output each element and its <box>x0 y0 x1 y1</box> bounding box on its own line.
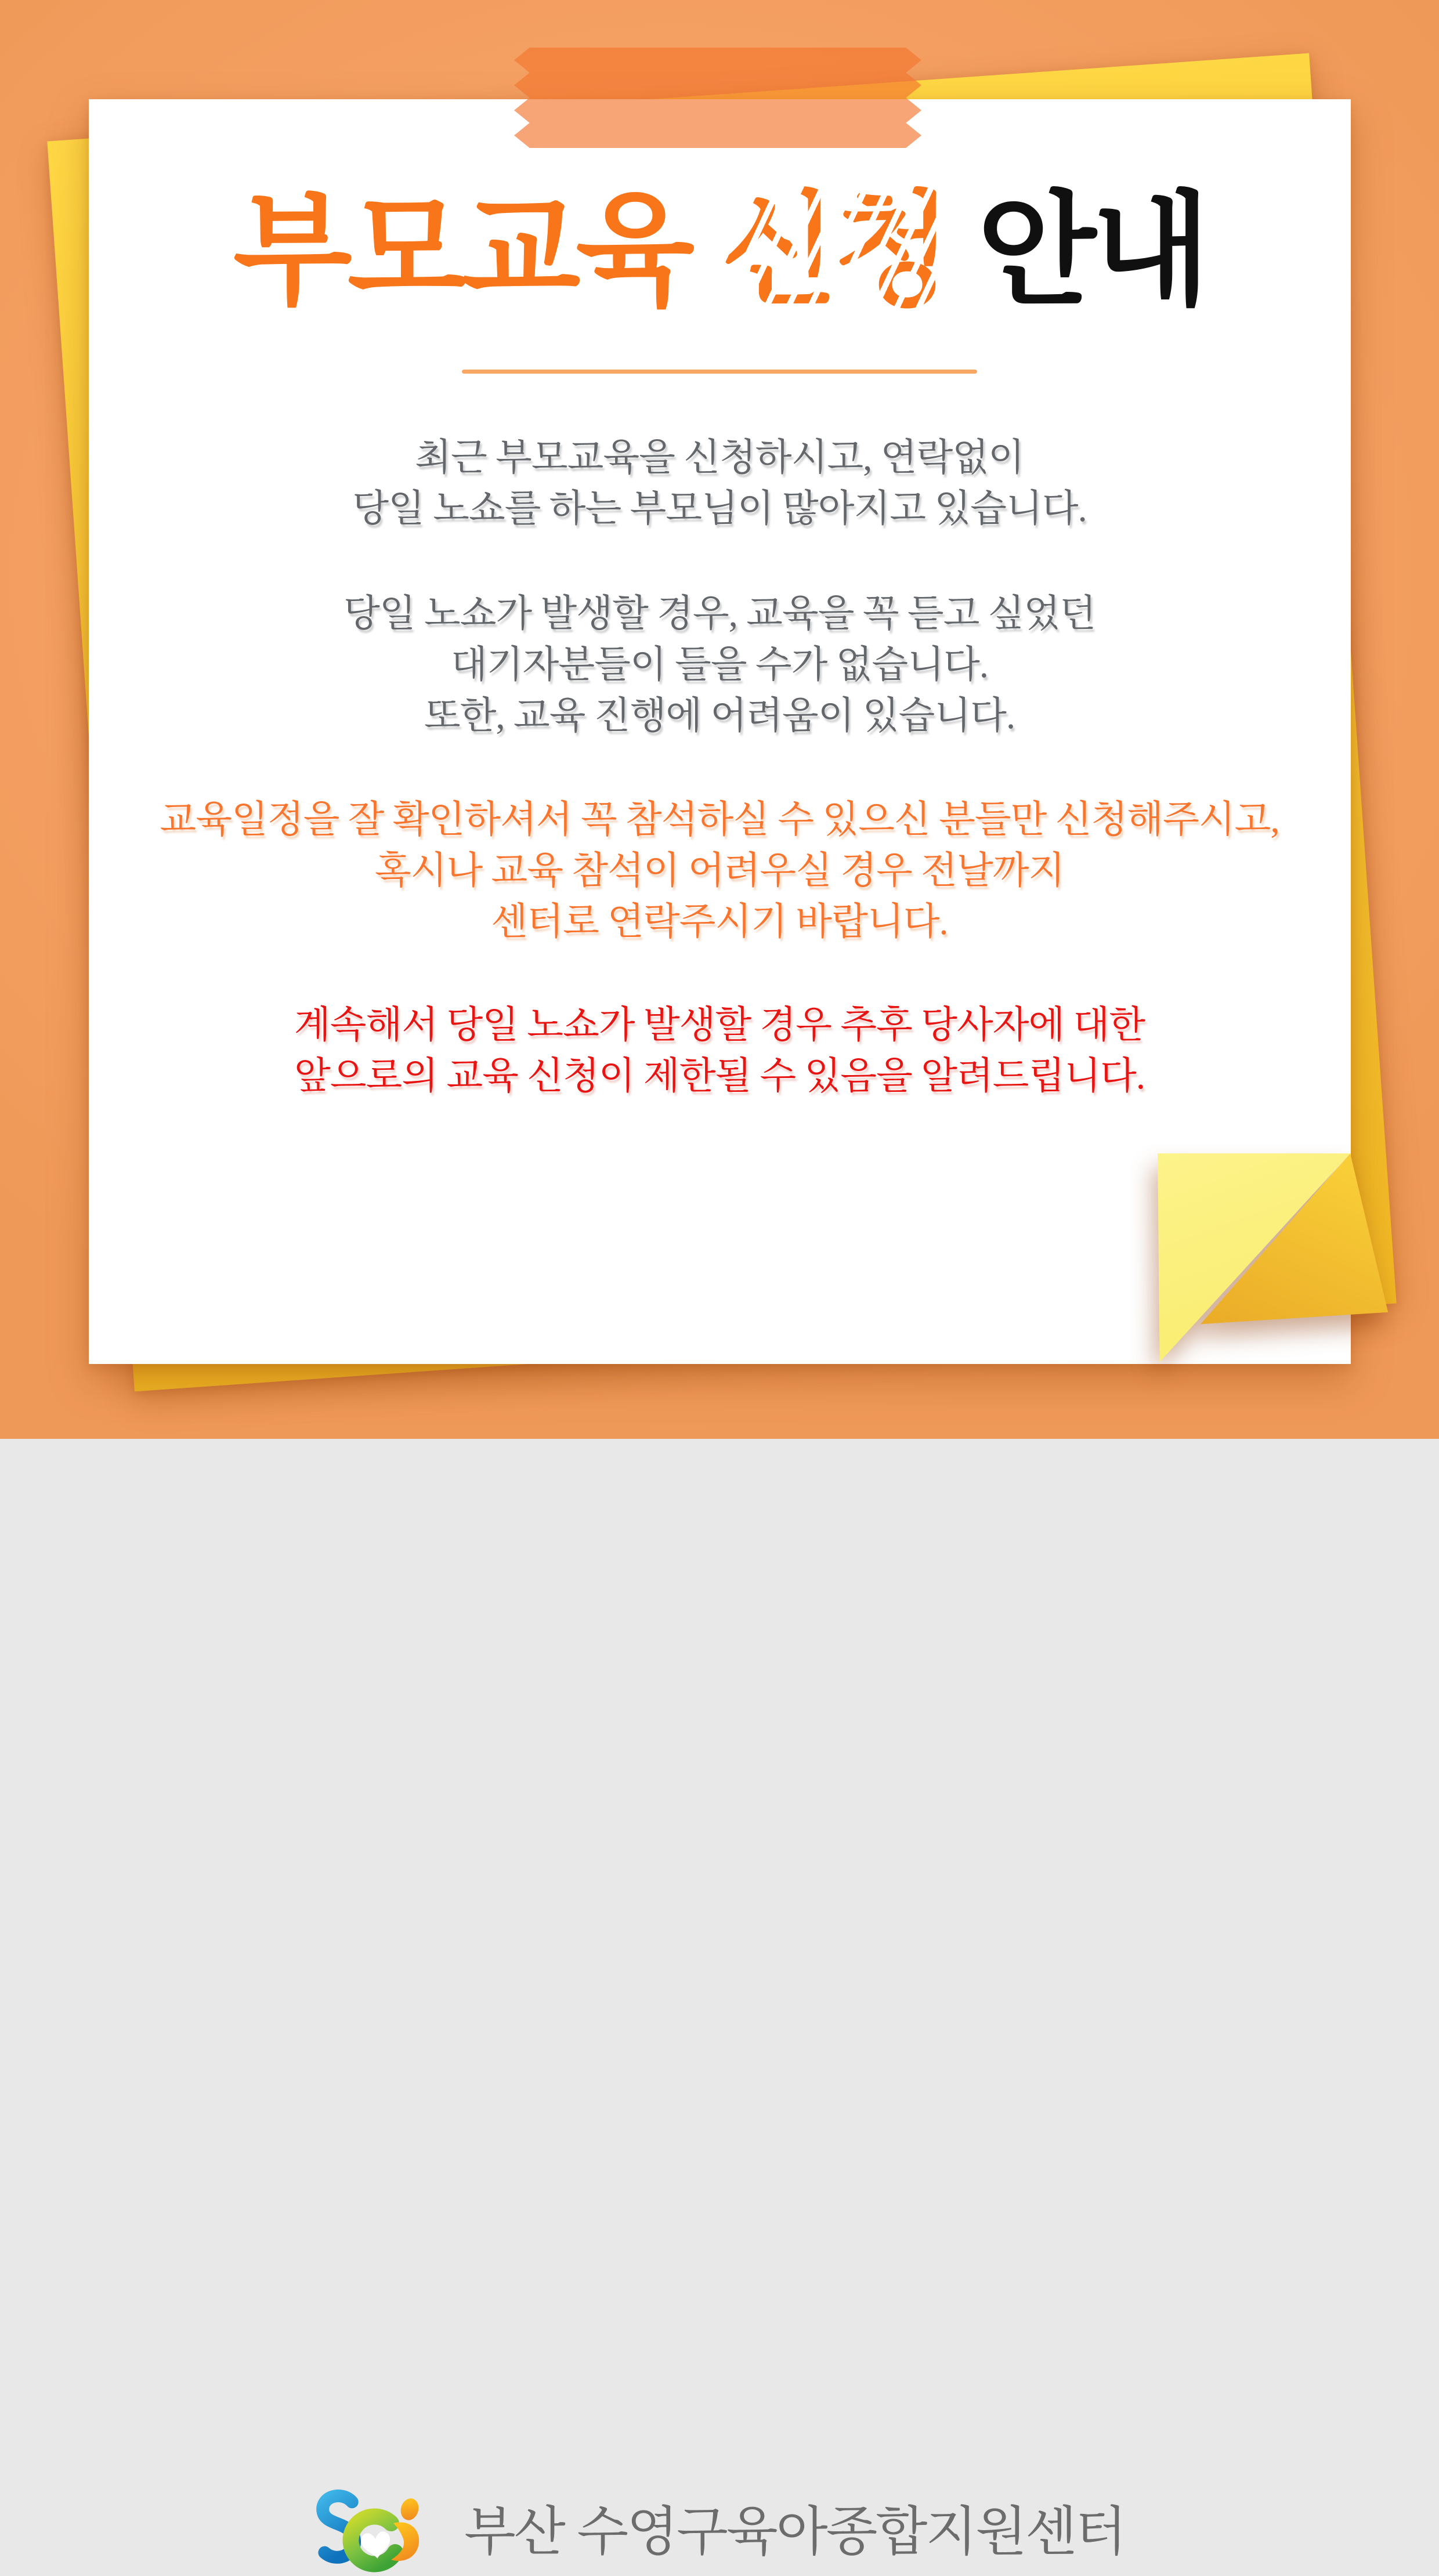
paragraph-warning <box>0 1000 1439 1102</box>
title-divider <box>462 370 977 374</box>
corner-fold <box>1158 1153 1390 1365</box>
org-logo-icon <box>306 2488 446 2576</box>
title-orange-text: 부모교육 <box>233 182 720 319</box>
paragraph-intro <box>0 432 1439 534</box>
paragraph-line: 앞으로의 교육 신청이 제한될 수 있음을 알려드립니다. <box>294 1055 1145 1097</box>
paragraph-line: 대기자분들이 들을 수가 없습니다. <box>450 644 989 686</box>
paragraph-line: 당일 노쇼가 발생할 경우, 교육을 꼭 듣고 싶었던 <box>343 593 1095 635</box>
paragraph-line: 최근 부모교육을 신청하시고, 연락없이 <box>415 437 1024 479</box>
paragraph-line: 센터로 연락주시기 바랍니다. <box>491 901 948 943</box>
page-title <box>0 182 1439 319</box>
washi-tape <box>514 48 921 148</box>
paragraph-line: 혹시나 교육 참석이 어려우실 경우 전날까지 <box>374 850 1065 892</box>
paragraph-request <box>0 794 1439 947</box>
paragraph-line: 또한, 교육 진행에 어려움이 있습니다. <box>424 695 1015 737</box>
title-black-text: 안내 <box>948 182 1206 319</box>
org-name: 부산 수영구육아종합지원센터 <box>464 2502 1125 2561</box>
title-striped-text: 신청 <box>720 182 948 319</box>
paragraph-line: 당일 노쇼를 하는 부모님이 많아지고 있습니다. <box>352 488 1087 530</box>
paragraph-line: 계속해서 당일 노쇼가 발생할 경우 추후 당사자에 대한 <box>294 1004 1145 1046</box>
paragraph-line: 교육일정을 잘 확인하셔서 꼭 참석하실 수 있으신 분들만 신청해주시고, <box>160 799 1279 841</box>
paragraph-problem <box>0 588 1439 741</box>
